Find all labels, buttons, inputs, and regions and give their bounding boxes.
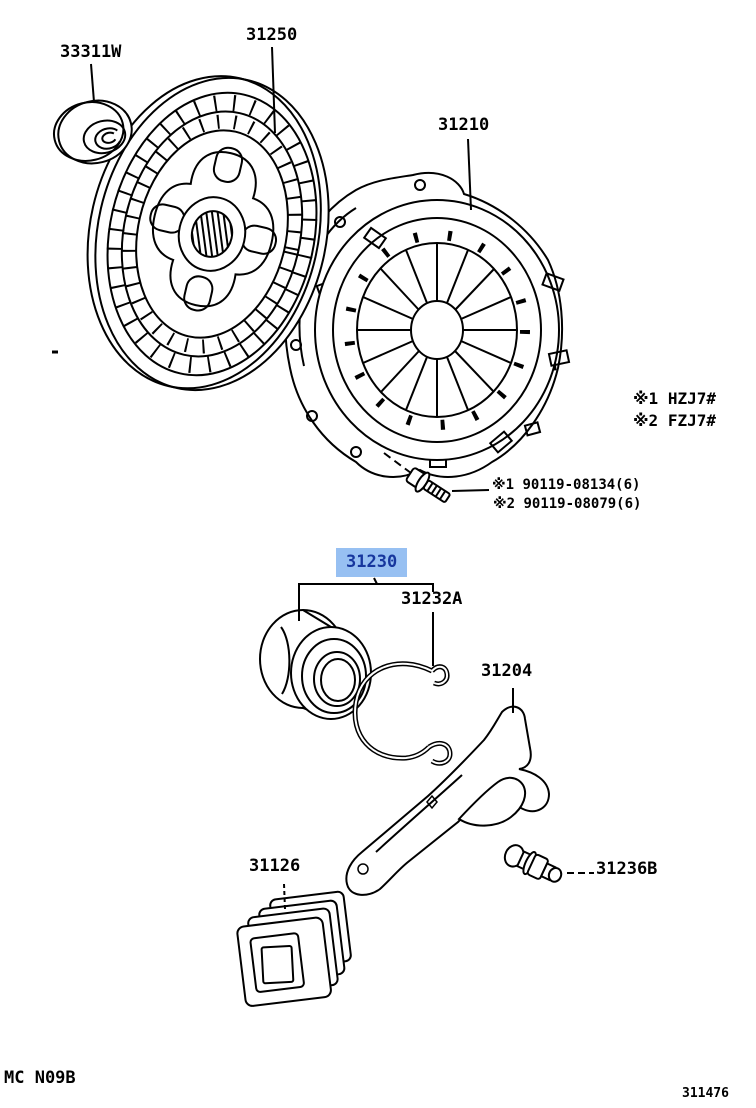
boot-drawing [234, 891, 356, 1007]
bearing-clip-drawing [355, 664, 450, 763]
bolt-callout-2: ※2 90119-08079(6) [493, 496, 642, 512]
part-label-seal[interactable]: 33311W [60, 42, 122, 62]
drawing-number: 311476 [682, 1086, 729, 1101]
variant-note-1: ※1 HZJ7# [633, 389, 716, 408]
part-label-bearing-clip[interactable]: 31232A [401, 589, 463, 609]
part-label-fork-pivot[interactable]: 31236B [596, 859, 658, 879]
variant-note-2: ※2 FZJ7# [633, 411, 716, 430]
fork-pivot-drawing [501, 841, 566, 888]
bolt-callout-1: ※1 90119-08134(6) [492, 477, 641, 493]
part-label-clutch-cover[interactable]: 31210 [438, 115, 490, 135]
part-label-release-fork[interactable]: 31204 [481, 661, 533, 681]
figure-code: MC N09B [4, 1068, 76, 1088]
part-label-release-bearing-selected[interactable]: 31230 [336, 548, 407, 577]
part-label-boot[interactable]: 31126 [249, 856, 301, 876]
part-label-clutch-disc[interactable]: 31250 [246, 25, 298, 45]
